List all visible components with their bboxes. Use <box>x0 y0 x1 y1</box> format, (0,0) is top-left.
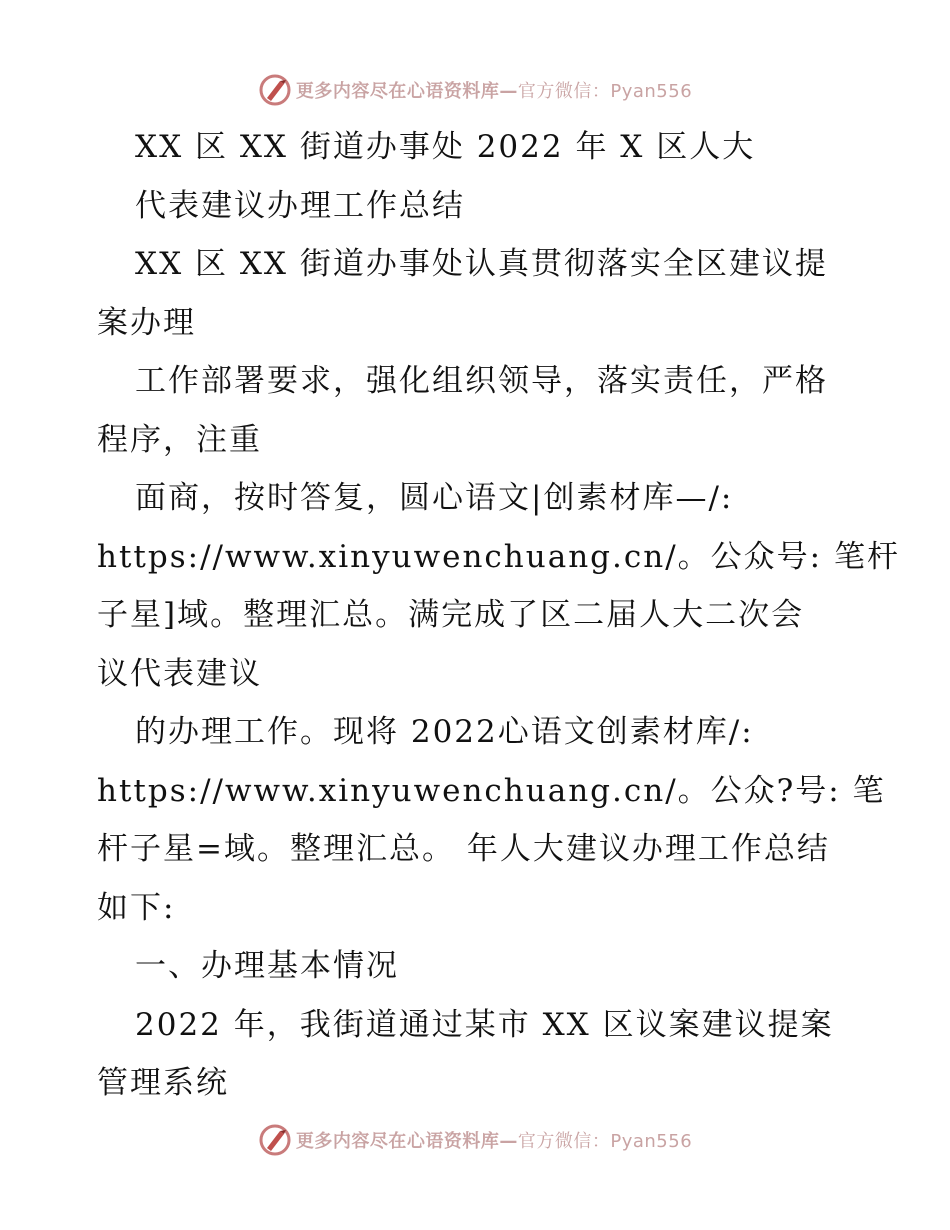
footer-banner-content <box>258 1123 692 1157</box>
doc-line-9: 子星]域。整理汇总。满完成了区二届人大二次会 <box>97 597 805 633</box>
document-body <box>97 118 900 1113</box>
footer-banner-text <box>296 1127 692 1153</box>
header-banner-main: 更多内容尽在心语资料库 <box>295 81 500 102</box>
doc-line-title-1: XX 区 XX 街道办事处 2022 年 X 区人大 <box>135 129 756 165</box>
footer-banner-separator: — <box>499 1131 518 1152</box>
header-banner-separator: — <box>499 81 518 102</box>
pen-quill-logo-icon <box>258 73 292 107</box>
header-banner-text <box>296 77 692 103</box>
doc-line-11: 的办理工作。现将 2022心语文创素材库/: <box>135 714 754 750</box>
doc-line-14: 如下: <box>97 889 176 926</box>
header-banner-wechat: 官方微信：Pyan556 <box>517 81 693 102</box>
doc-line-16: 2022 年，我街道通过某市 XX 区议案建议提案 <box>135 1006 834 1043</box>
doc-line-6: 程序，注重 <box>97 421 262 458</box>
pen-quill-logo-icon <box>258 1123 292 1157</box>
header-banner <box>0 70 950 110</box>
doc-line-5: 工作部署要求，强化组织领导，落实责任，严格 <box>135 363 828 399</box>
doc-line-title-2: 代表建议办理工作总结 <box>135 187 465 224</box>
doc-line-12: https://www.xinyuwenchuang.cn/。公众?号: 笔 <box>97 772 886 809</box>
doc-line-section-heading: 一、办理基本情况 <box>135 948 399 984</box>
doc-line-13: 杆子星=域。整理汇总。 年人大建议办理工作总结 <box>97 831 830 867</box>
doc-line-10: 议代表建议 <box>97 655 262 692</box>
footer-banner <box>0 1120 950 1160</box>
doc-line-3: XX 区 XX 街道办事处认真贯彻落实全区建议提 <box>135 246 828 282</box>
doc-line-17: 管理系统 <box>97 1065 229 1101</box>
doc-line-4: 案办理 <box>97 304 196 341</box>
doc-line-7: 面商，按时答复，圆心语文|创素材库—/: <box>135 480 734 516</box>
footer-banner-wechat: 官方微信：Pyan556 <box>517 1131 693 1152</box>
header-banner-content <box>258 73 692 107</box>
doc-line-8: https://www.xinyuwenchuang.cn/。公众号: 笔杆 <box>97 538 900 575</box>
footer-banner-main: 更多内容尽在心语资料库 <box>295 1131 500 1152</box>
